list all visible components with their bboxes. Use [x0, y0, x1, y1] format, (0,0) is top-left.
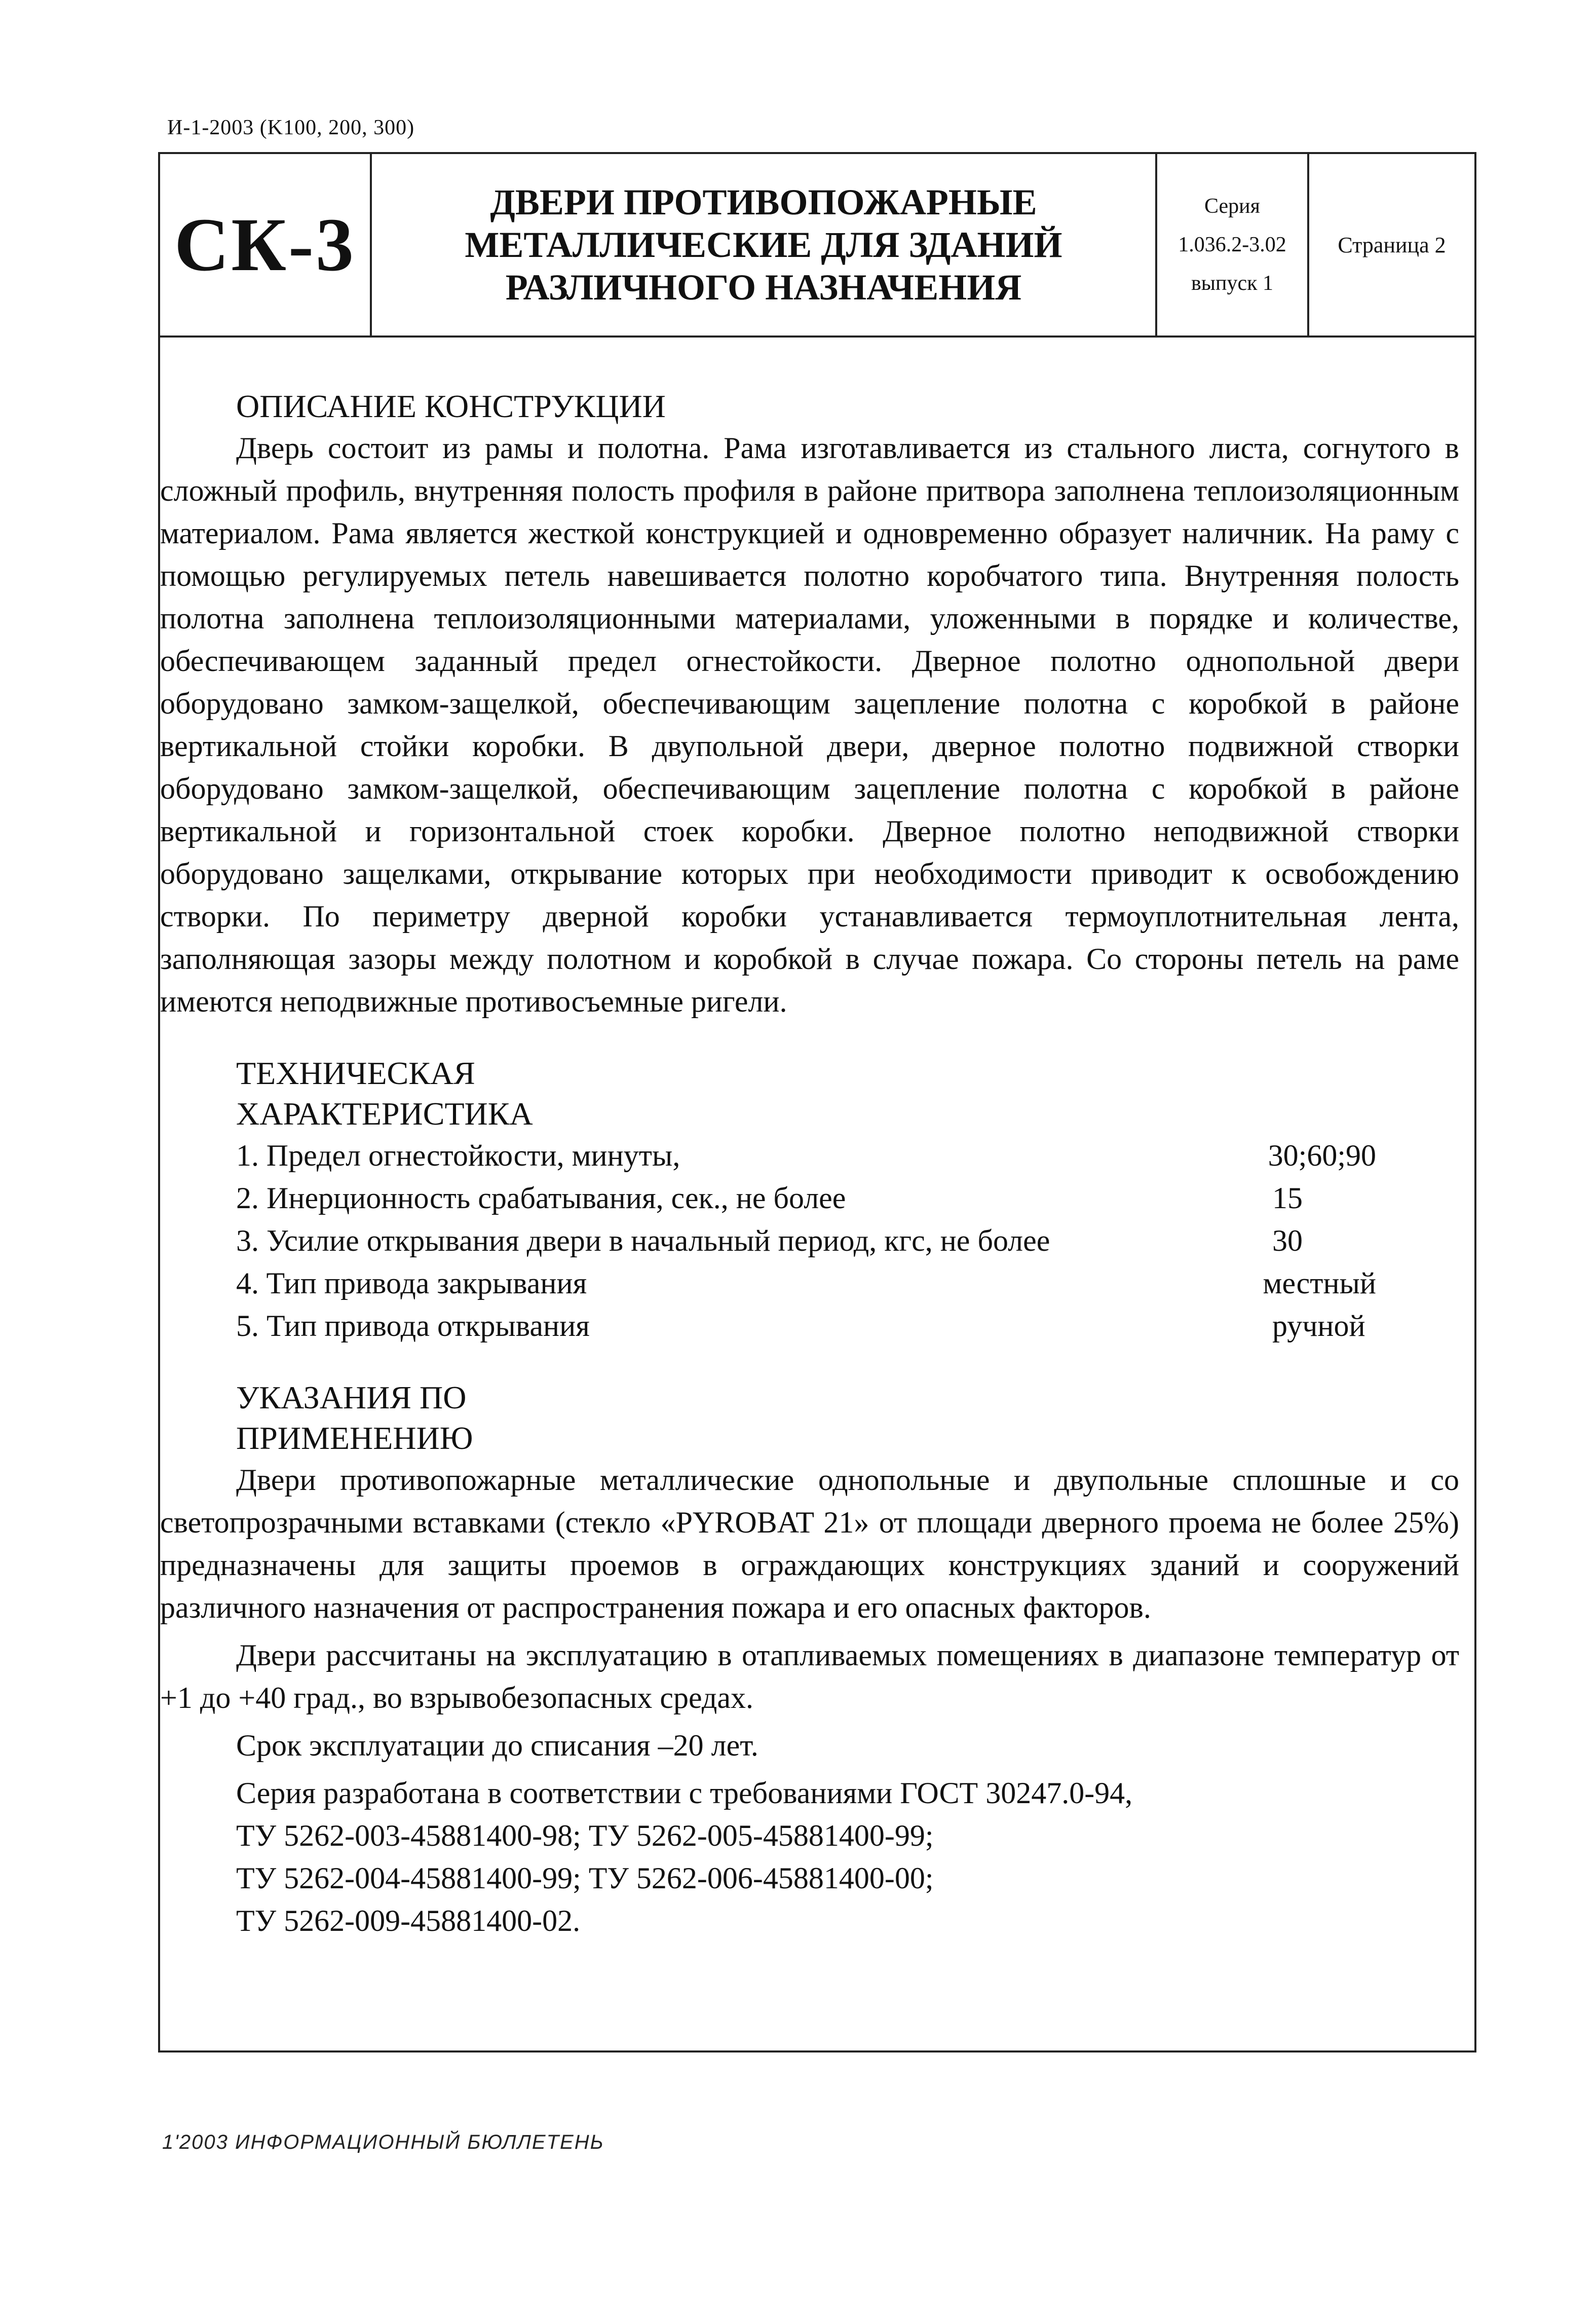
series-label: Серия	[1204, 195, 1260, 218]
page-number: Страница 2	[1307, 154, 1474, 335]
usage-heading-line-2: ПРИМЕНЕНИЮ	[236, 1420, 473, 1456]
spec-number: 4.	[236, 1266, 259, 1300]
usage-paragraph-3: Срок эксплуатации до списания –20 лет.	[236, 1729, 758, 1762]
usage-paragraph-2: Двери рассчитаны на эксплуатацию в отапливаемых помещениях в диапазоне температур от +1 до +40 град., во взрывобезопасных средах.	[160, 1638, 1459, 1714]
series-number: 1.036.2-3.02	[1178, 233, 1286, 256]
issue-number: выпуск 1	[1191, 272, 1274, 295]
spec-value: 30;60;90	[1268, 1139, 1376, 1172]
description-text: Дверь состоит из рамы и полотна. Рама изготавливается из стального листа, согнутого в сложный профиль, внутренняя полость профиля в районе притвора заполнена теплоизоляционным материалом. Рама является жесткой конструкцией и одновременно образует наличник. На раму с помощью регулируемых петель навешивается полотно коробчатого типа. Внутренняя полость полотна заполнена теплоизоляционными материалами, уложенными в порядке и количестве, обеспечивающем заданный предел огнестойкости. Дверное полотно однопольной двери оборудовано замком-защелкой, обеспечивающим зацепление полотна с коробкой в районе вертикальной стойки коробки. В двупольной двери, дверное полотно подвижной створки оборудовано замком-защелкой, обеспечивающим зацепление полотна с коробкой в районе вертикальной и горизонтальной стоек коробки. Дверное полотно неподвижной створки оборудовано защелками, открывание которых при необходимости приводит к освобождению створки. По периметру дверной коробки устанавливается термоуплотнительная лента, заполняющая зазоры между полотном и коробкой в случае пожара. Со стороны петель на раме имеются неподвижные противосъемные ригели.	[160, 431, 1459, 1018]
spec-value: 15	[1272, 1181, 1303, 1215]
spec-value: ручной	[1272, 1309, 1365, 1342]
specs-heading-line-1: ТЕХНИЧЕСКАЯ	[236, 1055, 475, 1091]
document-title	[370, 154, 1155, 335]
spec-number: 2.	[236, 1181, 259, 1215]
series-cell	[1155, 154, 1307, 335]
usage-heading-line-1: УКАЗАНИЯ ПО	[236, 1379, 467, 1415]
title-line-2: МЕТАЛЛИЧЕСКИЕ ДЛЯ ЗДАНИЙ	[465, 225, 1062, 265]
spec-label: Усилие открывания двери в начальный период, кгс, не более	[267, 1224, 1050, 1257]
spec-row	[236, 1177, 1376, 1219]
spec-number: 5.	[236, 1309, 259, 1342]
usage-paragraph-1: Двери противопожарные металлические однопольные и двупольные сплошные и со светопрозрачными вставками (стекло «PYROBAT 21» от площади дверного проема не более 25%) предназначены для защиты проемов в ограждающих конструкциях зданий и сооружений различного назначения от распространения пожара и его опасных факторов.	[160, 1463, 1459, 1624]
tu-line-3: ТУ 5262-009-45881400-02.	[236, 1904, 581, 1937]
spec-value: местный	[1263, 1266, 1376, 1300]
sheet-code: СК-3	[174, 203, 356, 287]
spec-row	[236, 1262, 1376, 1304]
spec-label: Тип привода закрывания	[266, 1266, 587, 1300]
spec-row	[236, 1134, 1376, 1177]
spec-label: Тип привода открывания	[267, 1309, 590, 1342]
title-block	[160, 154, 1474, 338]
spec-number: 1.	[236, 1139, 259, 1172]
spec-row	[236, 1219, 1376, 1262]
spec-label: Предел огнестойкости, минуты,	[266, 1139, 680, 1172]
specs-list	[236, 1134, 1376, 1347]
spec-value: 30	[1272, 1224, 1303, 1257]
tu-line-1: ТУ 5262-003-45881400-98; ТУ 5262-005-45881400-99;	[236, 1819, 934, 1852]
footer-publication: 1'2003 ИНФОРМАЦИОННЫЙ БЮЛЛЕТЕНЬ	[162, 2131, 604, 2153]
page-frame	[158, 152, 1476, 2052]
title-line-3: РАЗЛИЧНОГО НАЗНАЧЕНИЯ	[505, 267, 1022, 308]
usage-paragraph-4: Серия разработана в соответствии с требованиями ГОСТ 30247.0-94,	[236, 1776, 1133, 1810]
spec-number: 3.	[236, 1224, 259, 1257]
document-code: И-1-2003 (K100, 200, 300)	[167, 116, 415, 139]
spec-label: Инерционность срабатывания, сек., не более	[267, 1181, 846, 1215]
description-heading: ОПИСАНИЕ КОНСТРУКЦИИ	[236, 388, 666, 424]
spec-row	[236, 1304, 1376, 1347]
document-body	[160, 338, 1474, 1942]
title-line-1: ДВЕРИ ПРОТИВОПОЖАРНЫЕ	[490, 182, 1037, 222]
specs-heading-line-2: ХАРАКТЕРИСТИКА	[236, 1096, 533, 1132]
tu-line-2: ТУ 5262-004-45881400-99; ТУ 5262-006-45881400-00;	[236, 1861, 934, 1895]
